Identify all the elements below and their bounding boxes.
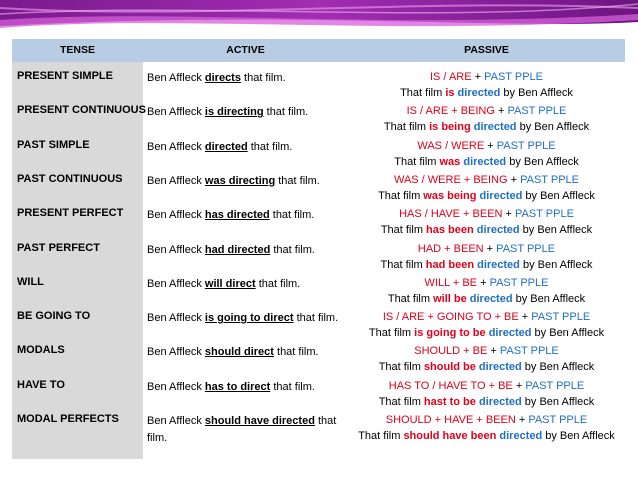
- passive-example: [348, 223, 625, 237]
- passive-example: [348, 326, 625, 340]
- active-verb: has to direct: [204, 380, 271, 393]
- passive-formula: [348, 413, 625, 427]
- active-sentence: [147, 379, 347, 396]
- formula-part: +: [512, 379, 526, 392]
- formula-part: SHOULD + BE: [414, 345, 488, 358]
- passive-example: [348, 360, 625, 374]
- table-row: [12, 99, 625, 133]
- formula-part: +: [483, 242, 497, 255]
- active-sentence: [147, 413, 347, 447]
- example-part: by Ben Affleck: [512, 292, 586, 305]
- tense-label: MODALS: [17, 344, 65, 357]
- active-subject: Ben Affleck: [147, 380, 205, 393]
- formula-part: SHOULD + HAVE + BEEN: [385, 414, 516, 426]
- passive-formula: [348, 70, 625, 84]
- active-sentence: [147, 242, 347, 259]
- example-part: That film: [378, 189, 424, 202]
- table-row: [12, 237, 625, 271]
- example-part: directed: [478, 361, 522, 374]
- example-part: is: [445, 87, 458, 99]
- formula-part: PAST PPLE: [520, 173, 580, 186]
- active-sentence: [147, 276, 347, 293]
- active-subject: Ben Affleck: [147, 415, 205, 427]
- formula-part: +: [471, 71, 485, 83]
- example-part: directed: [463, 155, 507, 168]
- formula-part: WAS / WERE: [417, 139, 485, 152]
- passive-formula: [348, 139, 625, 153]
- example-part: by Ben Affleck: [521, 395, 595, 408]
- table-row: [12, 168, 625, 202]
- tense-label: WILL: [17, 275, 44, 288]
- example-part: is being: [429, 121, 474, 134]
- active-subject: Ben Affleck: [147, 277, 205, 290]
- passive-example: [348, 429, 625, 443]
- formula-part: PAST PPLE: [499, 345, 559, 358]
- example-part: has been: [426, 224, 477, 237]
- passive-example: [348, 258, 625, 272]
- example-part: should have been: [403, 430, 500, 442]
- active-sentence: [147, 207, 347, 224]
- example-part: by Ben Affleck: [522, 189, 595, 202]
- formula-part: PAST PPLE: [515, 208, 574, 221]
- decorative-banner: [0, 0, 638, 36]
- table-row: [12, 374, 625, 408]
- tenses-table: [12, 39, 625, 459]
- example-part: That film: [387, 292, 434, 305]
- formula-part: IS / ARE + GOING TO + BE: [382, 311, 519, 324]
- tense-label: PRESENT CONTINUOUS: [17, 104, 146, 117]
- formula-part: PAST PPLE: [496, 242, 556, 255]
- formula-part: PAST PPLE: [528, 414, 588, 426]
- example-part: That film: [394, 155, 440, 168]
- active-subject: Ben Affleck: [147, 209, 205, 222]
- passive-formula: [348, 310, 625, 324]
- passive-formula: [348, 104, 625, 118]
- tense-label: HAVE TO: [17, 378, 65, 391]
- formula-part: +: [484, 139, 497, 152]
- example-part: hast to be: [423, 395, 479, 408]
- table-header: [12, 39, 625, 62]
- example-part: directed: [457, 87, 501, 99]
- formula-part: PAST PPLE: [525, 379, 585, 392]
- passive-example: [348, 155, 625, 169]
- example-part: should be: [423, 361, 479, 374]
- passive-formula: [348, 379, 625, 393]
- example-part: directed: [469, 292, 513, 305]
- header-tense: TENSE: [59, 44, 95, 56]
- formula-part: +: [477, 276, 490, 289]
- example-part: is going to be: [414, 327, 489, 340]
- tense-label: PAST SIMPLE: [17, 138, 90, 151]
- active-subject: Ben Affleck: [147, 243, 205, 256]
- example-part: That film: [378, 361, 424, 374]
- example-part: That film: [368, 327, 415, 340]
- passive-formula: [348, 242, 625, 256]
- example-part: That film: [358, 430, 404, 442]
- example-part: directed: [499, 430, 543, 442]
- active-sentence: [147, 173, 347, 190]
- passive-example: [348, 120, 625, 134]
- tense-label: PRESENT SIMPLE: [17, 70, 113, 82]
- passive-example: [348, 395, 625, 409]
- passive-formula: [348, 344, 625, 358]
- formula-part: PAST PPLE: [484, 71, 544, 83]
- active-verb: is directing: [204, 106, 264, 119]
- formula-part: PAST PPLE: [496, 139, 556, 152]
- formula-part: IS / ARE + BEING: [406, 105, 495, 118]
- formula-part: PAST PPLE: [489, 276, 549, 289]
- example-part: by Ben Affleck: [519, 224, 593, 237]
- example-part: directed: [479, 189, 523, 202]
- active-subject: Ben Affleck: [147, 72, 205, 84]
- example-part: That film: [380, 224, 427, 237]
- formula-part: IS / ARE: [429, 71, 472, 83]
- formula-part: HAS / HAVE + BEEN: [399, 208, 503, 221]
- tense-label: MODAL PERFECTS: [17, 413, 119, 425]
- tense-label: PAST CONTINUOUS: [17, 172, 123, 185]
- example-part: directed: [477, 258, 520, 271]
- active-subject: Ben Affleck: [147, 106, 205, 119]
- example-part: That film: [400, 87, 446, 99]
- active-sentence: [147, 344, 347, 361]
- active-subject: Ben Affleck: [147, 174, 205, 187]
- active-object: that film.: [269, 209, 315, 222]
- active-sentence: [147, 70, 347, 87]
- active-sentence: [147, 310, 347, 327]
- tense-label: BE GOING TO: [17, 310, 91, 323]
- example-part: directed: [476, 224, 520, 237]
- formula-part: +: [494, 105, 508, 118]
- active-subject: Ben Affleck: [147, 312, 205, 325]
- example-part: will be: [433, 292, 470, 305]
- active-verb: is going to direct: [204, 312, 294, 325]
- header-active: ACTIVE: [226, 44, 265, 56]
- active-object: that film.: [270, 243, 315, 256]
- example-part: by Ben Affleck: [506, 155, 579, 168]
- example-part: by Ben Affleck: [521, 361, 595, 374]
- example-part: by Ben Affleck: [516, 121, 590, 134]
- example-part: by Ben Affleck: [500, 87, 573, 99]
- example-part: directed: [478, 395, 522, 408]
- passive-formula: [348, 207, 625, 221]
- formula-part: WAS / WERE + BEING: [393, 173, 508, 186]
- table-row: [12, 305, 625, 339]
- active-object: that film.: [147, 415, 337, 444]
- active-verb: had directed: [204, 243, 271, 256]
- formula-part: PAST PPLE: [507, 105, 567, 118]
- active-verb: directed: [204, 140, 248, 153]
- tense-label: PAST PERFECT: [17, 241, 100, 254]
- formula-part: +: [518, 311, 532, 324]
- active-sentence: [147, 139, 347, 156]
- active-verb: will direct: [204, 277, 256, 290]
- active-object: that film.: [263, 106, 309, 119]
- table-row: [12, 339, 625, 373]
- example-part: directed: [473, 121, 517, 134]
- tense-label: PRESENT PERFECT: [17, 207, 124, 220]
- example-part: by Ben Affleck: [542, 430, 615, 442]
- table-row: [12, 271, 625, 305]
- passive-example: [348, 86, 625, 100]
- example-part: That film: [383, 121, 430, 134]
- header-passive: PASSIVE: [464, 44, 509, 56]
- example-part: That film: [380, 258, 426, 271]
- active-object: that film.: [270, 380, 315, 393]
- table-row: [12, 65, 625, 99]
- example-part: directed: [488, 327, 532, 340]
- formula-part: HAS TO / HAVE TO + BE: [388, 379, 513, 392]
- table-row: [12, 408, 625, 442]
- active-object: that film.: [293, 312, 339, 325]
- formula-part: WILL + BE: [424, 276, 478, 289]
- active-verb: was directing: [204, 174, 276, 187]
- active-subject: Ben Affleck: [147, 140, 205, 153]
- active-object: that film.: [240, 72, 286, 84]
- active-object: that film.: [275, 174, 320, 187]
- table-row: [12, 202, 625, 236]
- example-part: by Ben Affleck: [519, 258, 593, 271]
- example-part: That film: [378, 395, 424, 408]
- active-verb: should direct: [204, 346, 274, 359]
- passive-example: [348, 292, 625, 306]
- active-verb: should have directed: [204, 415, 315, 427]
- table-row: [12, 134, 625, 168]
- active-verb: has directed: [204, 209, 270, 222]
- passive-formula: [348, 173, 625, 187]
- active-verb: directs: [204, 72, 241, 84]
- example-part: by Ben Affleck: [531, 327, 605, 340]
- passive-formula: [348, 276, 625, 290]
- active-subject: Ben Affleck: [147, 346, 205, 359]
- formula-part: PAST PPLE: [531, 311, 591, 324]
- formula-part: +: [502, 208, 516, 221]
- active-object: that film.: [255, 277, 301, 290]
- example-part: had been: [425, 258, 478, 271]
- example-part: was: [439, 155, 464, 168]
- formula-part: +: [487, 345, 500, 358]
- active-object: that film.: [273, 346, 319, 359]
- active-object: that film.: [247, 140, 293, 153]
- passive-example: [348, 189, 625, 203]
- active-sentence: [147, 104, 347, 121]
- formula-part: +: [507, 173, 521, 186]
- formula-part: +: [515, 414, 529, 426]
- formula-part: HAD + BEEN: [417, 242, 484, 255]
- example-part: was being: [423, 189, 480, 202]
